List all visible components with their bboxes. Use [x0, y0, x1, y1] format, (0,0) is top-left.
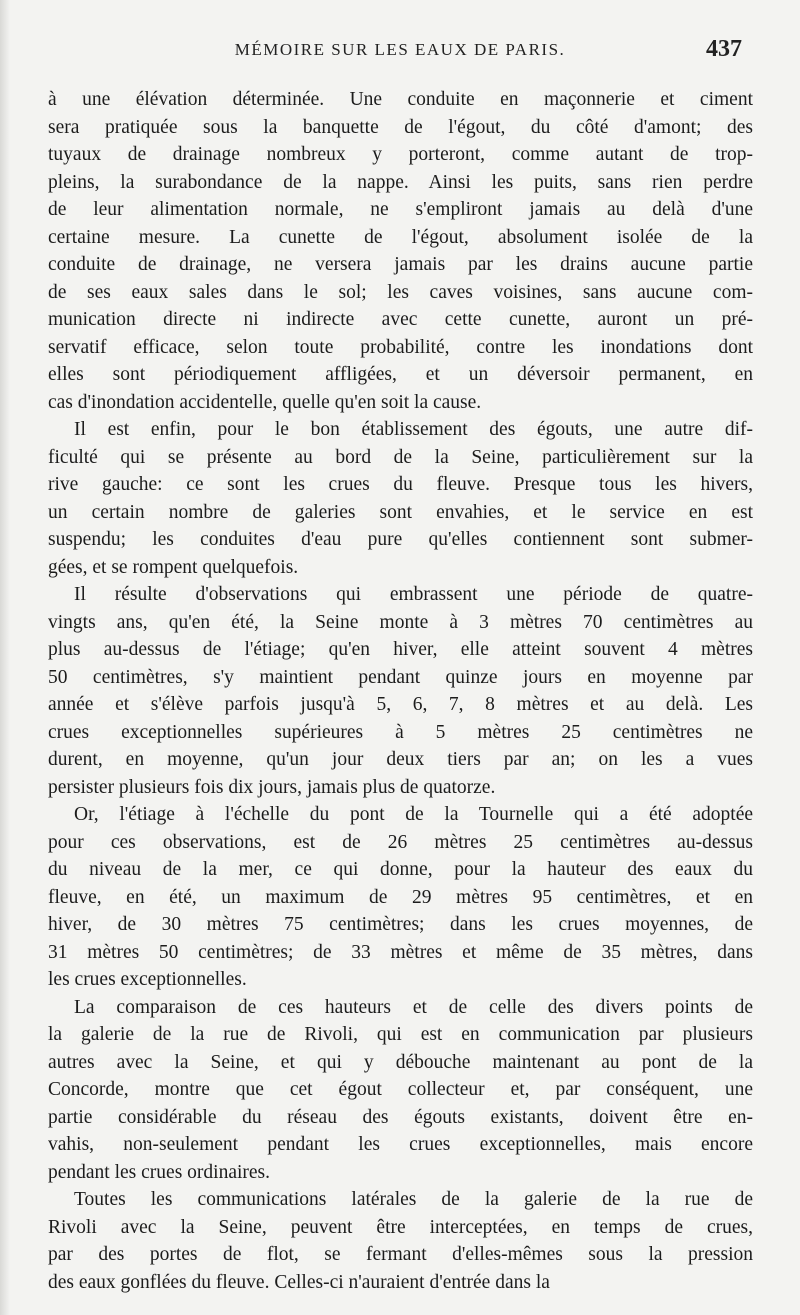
text-line: suspendu; les conduites d'eau pure qu'elles contiennent sont submer-: [48, 529, 753, 550]
text-line: fleuve, en été, un maximum de 29 mètres 95 centimètres, et en: [48, 886, 753, 908]
text-line: des eaux gonflées du fleuve. Celles-ci n'auraient d'entrée dans la: [48, 1271, 550, 1293]
text-line: par des portes de flot, se fermant d'elles-mêmes sous la pression: [48, 1244, 753, 1265]
text-line: 50 centimètres, s'y maintient pendant quinze jours en moyenne par: [48, 666, 753, 688]
text-line: Toutes les communications latérales de la galerie de la rue de: [74, 1189, 753, 1210]
text-line: de leur alimentation normale, ne s'empliront jamais au delà d'une: [48, 199, 753, 220]
text-line: pendant les crues ordinaires.: [48, 1161, 271, 1183]
text-line: Il résulte d'observations qui embrassent une période de quatre-: [74, 584, 753, 605]
text-line: durent, en moyenne, qu'un jour deux tiers par an; on les a vues: [48, 749, 753, 770]
paragraph: [48, 801, 753, 994]
text-line: Concorde, montre que cet égout collecteur et, par conséquent, une: [48, 1079, 753, 1100]
page-edge-shadow: [0, 0, 10, 1315]
text-line: partie considérable du réseau des égouts existants, doivent être en-: [48, 1106, 753, 1128]
body-text: [48, 86, 753, 1296]
text-line: crues exceptionnelles supérieures à 5 mètres 25 centimètres ne: [48, 721, 753, 743]
text-line: Il est enfin, pour le bon établissement des égouts, une autre dif-: [74, 419, 753, 440]
text-line: du niveau de la mer, ce qui donne, pour la hauteur des eaux du: [48, 859, 753, 880]
text-line: année et s'élève parfois jusqu'à 5, 6, 7, 8 mètres et au delà. Les: [48, 694, 753, 715]
text-line: la galerie de la rue de Rivoli, qui est en communication par plusieurs: [48, 1024, 753, 1045]
paragraph: [48, 994, 753, 1187]
text-line: pleins, la surabondance de la nappe. Ainsi les puits, sans rien perdre: [48, 171, 753, 193]
text-line: Or, l'étiage à l'échelle du pont de la Tournelle qui a été adoptée: [74, 804, 753, 825]
text-line: vahis, non-seulement pendant les crues exceptionnelles, mais encore: [48, 1134, 753, 1155]
text-line: elles sont périodiquement affligées, et un déversoir permanent, en: [48, 364, 753, 385]
text-line: munication directe ni indirecte avec cette cunette, auront un pré-: [48, 309, 753, 330]
text-line: plus au-dessus de l'étiage; qu'en hiver, elle atteint souvent 4 mètres: [48, 639, 753, 660]
text-line: conduite de drainage, ne versera jamais par les drains aucune partie: [48, 254, 753, 275]
text-line: les crues exceptionnelles.: [48, 969, 247, 990]
paragraph: [48, 86, 753, 416]
running-title: MÉMOIRE SUR LES EAUX DE PARIS.: [234, 40, 566, 59]
text-line: vingts ans, qu'en été, la Seine monte à 3 mètres 70 centimètres au: [48, 611, 753, 633]
page-number: 437: [706, 36, 742, 62]
text-line: autres avec la Seine, et qui y débouche maintenant au pont de la: [48, 1051, 753, 1073]
text-line: rive gauche: ce sont les crues du fleuve. Presque tous les hivers,: [48, 474, 753, 495]
text-line: pour ces observations, est de 26 mètres 25 centimètres au-dessus: [48, 831, 753, 853]
text-line: gées, et se rompent quelquefois.: [48, 556, 299, 578]
text-line: un certain nombre de galeries sont envahies, et le service en est: [48, 501, 753, 523]
paragraph: [48, 581, 753, 801]
text-line: La comparaison de ces hauteurs et de celle des divers points de: [74, 996, 753, 1018]
text-line: ficulté qui se présente au bord de la Seine, particulièrement sur la: [48, 446, 753, 468]
text-line: tuyaux de drainage nombreux y porteront, comme autant de trop-: [48, 144, 753, 165]
text-line: cas d'inondation accidentelle, quelle qu'en soit la cause.: [48, 391, 482, 413]
text-line: 31 mètres 50 centimètres; de 33 mètres et même de 35 mètres, dans: [48, 941, 753, 963]
text-line: hiver, de 30 mètres 75 centimètres; dans les crues moyennes, de: [48, 914, 753, 935]
paragraph: [48, 416, 753, 581]
text-line: certaine mesure. La cunette de l'égout, absolument isolée de la: [48, 226, 753, 248]
text-line: sera pratiquée sous la banquette de l'égout, du côté d'amont; des: [48, 116, 753, 138]
text-line: Rivoli avec la Seine, peuvent être interceptées, en temps de crues,: [48, 1216, 753, 1238]
paragraph: [48, 1186, 753, 1296]
text-line: persister plusieurs fois dix jours, jamais plus de quatorze.: [48, 776, 496, 798]
text-line: à une élévation déterminée. Une conduite en maçonnerie et ciment: [48, 89, 753, 110]
text-line: servatif efficace, selon toute probabilité, contre les inondations dont: [48, 336, 753, 358]
text-line: de ses eaux sales dans le sol; les caves voisines, sans aucune com-: [48, 281, 753, 303]
page-header: [0, 36, 800, 72]
